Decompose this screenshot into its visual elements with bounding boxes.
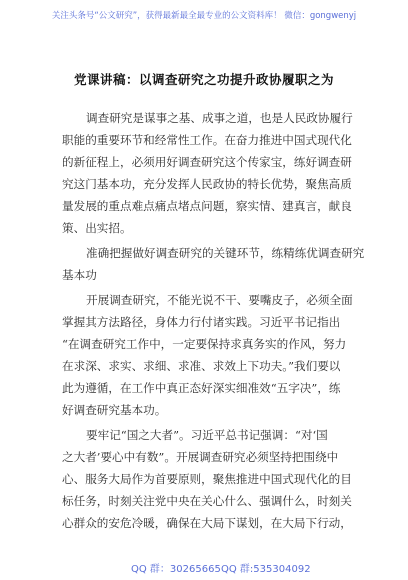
body-line: 开展调查研究，不能光说不干、要嘴皮子，必须全面 (86, 293, 353, 307)
body-line: 的新征程上，必须用好调查研究这个传家宝，练好调查研 (62, 155, 352, 169)
body-line: 掌握其方法路径，身体力行付诸实践。习近平书记指出 (62, 315, 341, 329)
body-line: 要牢记“国之大者”。习近平总书记强调：“对‘国 (86, 428, 328, 442)
body-line: 之大者’要心中有数”。开展调查研究必须坚持把围绕中 (62, 450, 339, 464)
body-line: 心群众的安危冷暖，确保在大局下谋划，在大局下行动， (62, 516, 352, 530)
body-line: 好调查研究基本功。 (62, 403, 167, 417)
body-line: 此为遵循，在工作中真正态好深实细准效“五字决”，练 (62, 381, 341, 395)
footer-qq-group-1: QQ 群：30265665 (131, 564, 221, 575)
section-heading-line: 基本功 (62, 268, 97, 282)
body-line: 标任务，时刻关注党中央在关心什么、强调什么，时刻关 (62, 494, 352, 508)
footer-qq-group-2: QQ 群:535304092 (221, 564, 311, 575)
section-heading-line: 准确把握做好调查研究的关键环节，练精练优调查研究 (86, 246, 365, 260)
body-line: 在求深、求实、求细、求准、求效上下功夫。”我们要以 (62, 359, 341, 373)
body-line: 量发展的重点难点痛点堵点问题，察实情、建真言，献良 (62, 199, 352, 213)
header-promo-note: 关注头条号“公文研究”，获得最新最全最专业的公文资料库！ 微信：gongwenyj (51, 11, 357, 21)
document-title: 党课讲稿：以调查研究之功提升政协履职之为 (73, 72, 334, 87)
body-line: 职能的重要环节和经常性工作。在奋力推进中国式现代化 (62, 133, 352, 147)
body-line: 心、服务大局作为首要原则，聚焦推进中国式现代化的目 (62, 472, 352, 486)
body-line: 调查研究是谋事之基、成事之道，也是人民政协履行 (86, 111, 353, 125)
body-line: 究这门基本功，充分发挥人民政协的特长优势，聚焦高质 (62, 177, 352, 191)
body-line: 策、出实招。 (62, 221, 132, 235)
body-line: “在调查研究工作中，一定要保持求真务实的作风，努力 (62, 337, 347, 351)
